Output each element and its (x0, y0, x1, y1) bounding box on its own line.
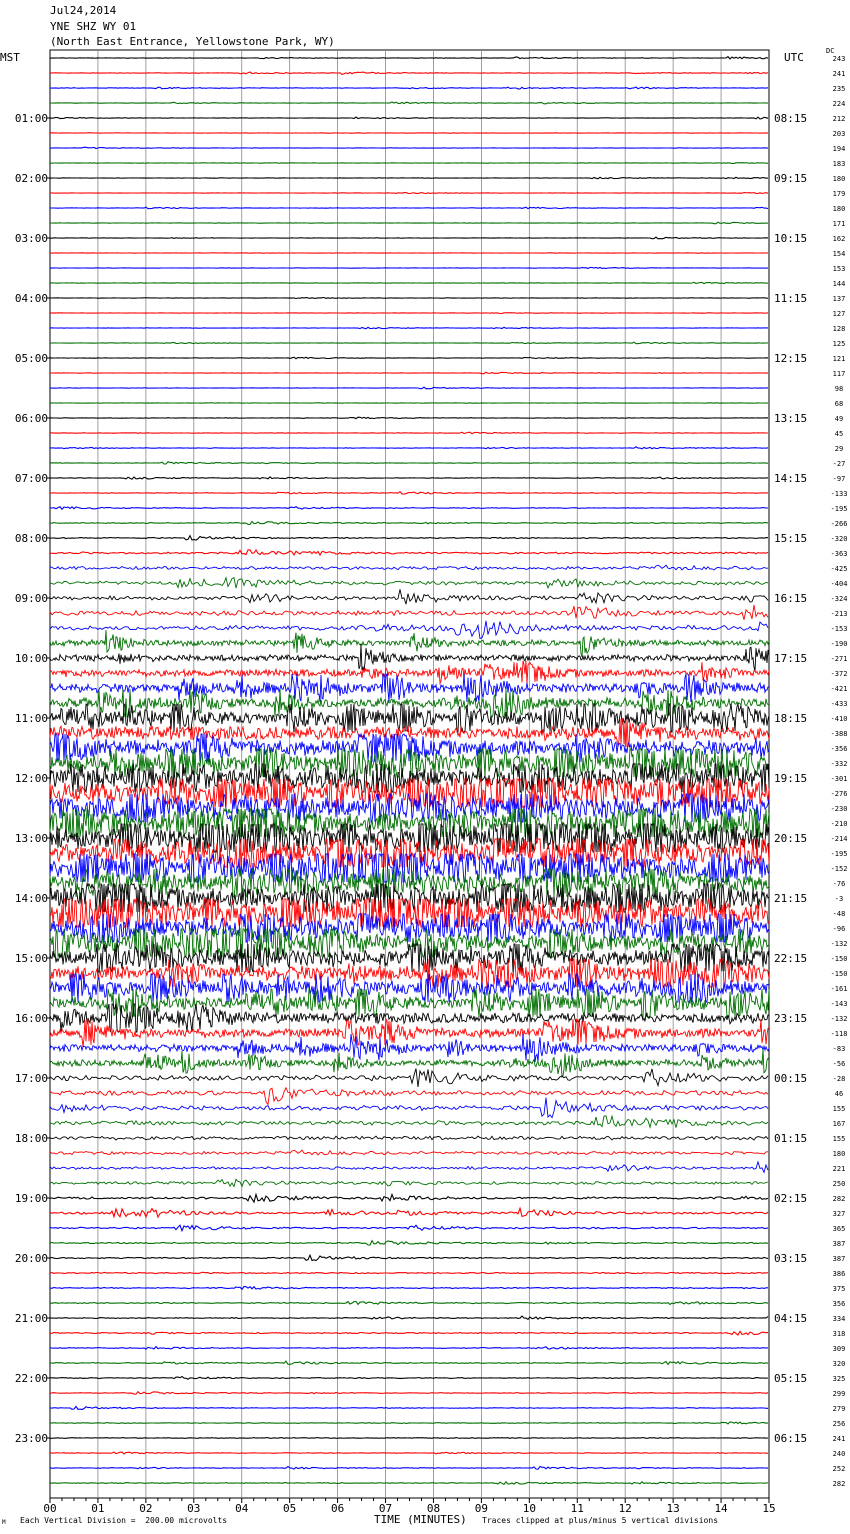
dc-offset-label: 144 (832, 280, 846, 288)
left-hour-label: 16:00 (14, 1012, 48, 1025)
seismic-trace (50, 522, 768, 525)
seismic-trace (50, 357, 768, 359)
seismic-trace (50, 102, 768, 104)
left-hour-label: 07:00 (14, 472, 48, 485)
dc-offset-label: 180 (832, 205, 846, 213)
dc-offset-label: -56 (832, 1060, 846, 1068)
dc-offset-label: 243 (832, 55, 846, 63)
seismic-trace (50, 72, 768, 74)
dc-offset-label: 49 (834, 415, 844, 423)
left-hour-label: 04:00 (14, 292, 48, 305)
x-tick-label: 12 (618, 1502, 632, 1515)
x-tick-label: 13 (666, 1502, 680, 1515)
seismic-trace (50, 147, 768, 148)
seismic-trace (50, 1377, 768, 1380)
dc-offset-label: -363 (830, 550, 848, 558)
seismic-trace (50, 621, 768, 639)
dc-offset-label: 356 (832, 1300, 846, 1308)
dc-offset-label: 212 (832, 115, 846, 123)
dc-offset-label: 98 (834, 385, 844, 393)
right-hour-label: 16:15 (774, 592, 808, 605)
seismic-trace (50, 417, 768, 419)
right-hour-label: 23:15 (774, 1012, 808, 1025)
dc-offset-label: 325 (832, 1375, 846, 1383)
right-timezone-label: UTC (784, 51, 804, 64)
seismic-trace (50, 372, 768, 374)
left-hour-label: 02:00 (14, 172, 48, 185)
seismic-trace (50, 578, 768, 588)
dc-offset-label: -76 (832, 880, 846, 888)
seismic-trace (50, 313, 768, 314)
dc-offset-label: 334 (832, 1315, 846, 1323)
dc-offset-label: 45 (834, 430, 844, 438)
seismic-trace (50, 492, 768, 494)
dc-offset-label: -230 (830, 805, 848, 813)
seismic-trace (50, 477, 768, 479)
seismic-trace (50, 1225, 768, 1231)
dc-offset-label: 167 (832, 1120, 846, 1128)
x-tick-label: 03 (187, 1502, 201, 1515)
seismic-trace (50, 222, 768, 224)
seismic-trace (50, 1019, 769, 1047)
seismic-trace (50, 1287, 768, 1290)
left-hour-label: 17:00 (14, 1072, 48, 1085)
dc-offset-label: 282 (832, 1480, 846, 1488)
seismic-trace (50, 959, 769, 987)
dc-offset-label: -133 (830, 490, 848, 498)
x-tick-label: 04 (235, 1502, 249, 1515)
dc-offset-label: 171 (832, 220, 846, 228)
dc-offset-label: 180 (832, 1150, 846, 1158)
dc-offset-label: -332 (830, 760, 848, 768)
left-hour-label: 14:00 (14, 892, 48, 905)
seismic-trace (50, 550, 768, 555)
dc-offset-label: -324 (830, 595, 848, 603)
dc-offset-label: 153 (832, 265, 846, 273)
dc-offset-label: 68 (834, 400, 844, 408)
dc-offset-label: 279 (832, 1405, 846, 1413)
dc-offset-label: 46 (834, 1090, 844, 1098)
dc-offset-label: 127 (832, 310, 846, 318)
dc-offset-label: -410 (830, 715, 848, 723)
seismic-trace (50, 1088, 768, 1105)
dc-offset-label: -150 (830, 955, 848, 963)
seismic-trace (50, 432, 768, 434)
dc-offset-label: 250 (832, 1180, 846, 1188)
left-hour-label: 13:00 (14, 832, 48, 845)
seismic-trace (50, 1406, 768, 1409)
dc-offset-label: -190 (830, 640, 848, 648)
right-hour-label: 06:15 (774, 1432, 808, 1445)
right-hour-label: 11:15 (774, 292, 808, 305)
dc-offset-label: -132 (830, 940, 848, 948)
x-tick-label: 00 (43, 1502, 57, 1515)
left-hour-label: 20:00 (14, 1252, 48, 1265)
dc-offset-label: -372 (830, 670, 848, 678)
dc-offset-label: -195 (830, 850, 848, 858)
seismic-trace (50, 565, 768, 570)
dc-offset-label: 180 (832, 175, 846, 183)
dc-offset-label: -320 (830, 535, 848, 543)
x-tick-label: 10 (522, 1502, 536, 1515)
seismic-trace (50, 1347, 768, 1350)
x-tick-label: 15 (762, 1502, 776, 1515)
x-tick-label: 05 (283, 1502, 297, 1515)
right-hour-label: 10:15 (774, 232, 808, 245)
dc-offset-label: 320 (832, 1360, 846, 1368)
right-hour-label: 04:15 (774, 1312, 808, 1325)
dc-offset-label: -404 (830, 580, 848, 588)
seismic-trace (50, 282, 768, 283)
seismic-trace (50, 1179, 768, 1186)
dc-offset-label: -27 (832, 460, 846, 468)
seismic-trace (50, 1331, 768, 1335)
dc-offset-label: -153 (830, 625, 848, 633)
left-hour-label: 18:00 (14, 1132, 48, 1145)
right-hour-label: 13:15 (774, 412, 808, 425)
right-hour-label: 14:15 (774, 472, 808, 485)
left-hour-label: 23:00 (14, 1432, 48, 1445)
dc-offset-label: -271 (830, 655, 848, 663)
seismic-trace (50, 1302, 768, 1305)
seismic-trace (50, 237, 768, 239)
left-hour-label: 21:00 (14, 1312, 48, 1325)
seismic-trace (50, 1361, 768, 1364)
seismic-trace (50, 674, 769, 702)
seismic-trace (50, 1150, 768, 1155)
seismic-trace (50, 387, 768, 389)
left-hour-label: 12:00 (14, 772, 48, 785)
seismic-trace (50, 1452, 768, 1454)
dc-offset-label: 137 (832, 295, 846, 303)
dc-label: DC (826, 47, 835, 55)
dc-offset-label: 309 (832, 1345, 846, 1353)
dc-offset-label: -161 (830, 985, 848, 993)
seismic-trace (50, 1482, 768, 1485)
seismic-trace (50, 342, 768, 344)
seismic-trace (50, 644, 769, 671)
seismic-trace (50, 177, 768, 179)
dc-offset-label: 241 (832, 70, 846, 78)
seismic-trace (50, 192, 768, 193)
seismic-trace (50, 1162, 768, 1173)
seismic-trace (50, 1422, 768, 1424)
right-hour-label: 21:15 (774, 892, 808, 905)
seismic-trace (50, 1316, 768, 1319)
dc-offset-label: 318 (832, 1330, 846, 1338)
x-tick-label: 07 (378, 1502, 393, 1515)
right-hour-label: 19:15 (774, 772, 808, 785)
right-hour-label: 08:15 (774, 112, 808, 125)
dc-offset-label: -195 (830, 505, 848, 513)
dc-offset-label: 235 (832, 85, 846, 93)
dc-offset-label: -433 (830, 700, 848, 708)
dc-offset-label: 224 (832, 100, 846, 108)
seismic-trace (50, 207, 768, 209)
x-axis-title: TIME (MINUTES) (374, 1513, 467, 1526)
seismic-trace (50, 1049, 769, 1077)
dc-offset-label: 240 (832, 1450, 846, 1458)
dc-offset-label: 203 (832, 130, 846, 138)
seismic-trace (50, 57, 768, 59)
dc-offset-label: -3 (834, 895, 844, 903)
right-hour-label: 02:15 (774, 1192, 808, 1205)
dc-offset-label: -152 (830, 865, 848, 873)
dc-offset-label: -83 (832, 1045, 846, 1053)
dc-offset-label: -143 (830, 1000, 848, 1008)
x-tick-label: 11 (570, 1502, 584, 1515)
dc-offset-label: 154 (832, 250, 846, 258)
left-hour-label: 15:00 (14, 952, 48, 965)
x-tick-label: 02 (139, 1502, 153, 1515)
right-hour-label: 00:15 (774, 1072, 808, 1085)
dc-offset-label: 256 (832, 1420, 846, 1428)
seismic-trace (50, 462, 768, 464)
x-tick-label: 08 (426, 1502, 441, 1515)
seismic-trace (50, 589, 768, 604)
dc-offset-label: 128 (832, 325, 846, 333)
dc-offset-label: -132 (830, 1015, 848, 1023)
left-hour-label: 08:00 (14, 532, 48, 545)
x-tick-label: 01 (91, 1502, 105, 1515)
right-hour-label: 05:15 (774, 1372, 808, 1385)
seismic-trace (50, 1255, 768, 1260)
left-timezone-label: MST (0, 51, 20, 64)
seismic-trace (50, 661, 769, 684)
seismic-trace (50, 1241, 768, 1245)
seismic-trace (50, 1208, 768, 1217)
right-hour-label: 20:15 (774, 832, 808, 845)
seismic-trace (50, 117, 768, 119)
seismic-trace (50, 1467, 768, 1470)
dc-offset-label: 386 (832, 1270, 846, 1278)
dc-offset-label: -28 (832, 1075, 846, 1083)
dc-offset-label: 387 (832, 1255, 846, 1263)
right-hour-label: 09:15 (774, 172, 808, 185)
left-hour-label: 19:00 (14, 1192, 48, 1205)
dc-offset-label: 121 (832, 355, 846, 363)
dc-offset-label: -118 (830, 1030, 848, 1038)
dc-offset-label: 375 (832, 1285, 846, 1293)
seismic-trace (50, 605, 768, 620)
seismic-trace (50, 87, 768, 89)
dc-offset-label: 183 (832, 160, 846, 168)
dc-offset-label: -210 (830, 820, 848, 828)
dc-offset-label: -425 (830, 565, 848, 573)
seismic-trace (50, 1392, 768, 1395)
left-hour-label: 11:00 (14, 712, 48, 725)
right-hour-label: 17:15 (774, 652, 808, 665)
right-hour-label: 01:15 (774, 1132, 808, 1145)
dc-offset-label: -213 (830, 610, 848, 618)
right-hour-label: 15:15 (774, 532, 808, 545)
location-label: (North East Entrance, Yellowstone Park, WY) (50, 35, 335, 48)
seismic-trace (50, 1098, 768, 1118)
seismic-trace (50, 536, 768, 540)
x-tick-label: 09 (474, 1502, 489, 1515)
seismic-trace (50, 298, 768, 299)
dc-offset-label: -150 (830, 970, 848, 978)
dc-offset-label: -48 (832, 910, 846, 918)
dc-offset-label: 117 (832, 370, 846, 378)
dc-offset-label: 125 (832, 340, 846, 348)
dc-offset-label: 194 (832, 145, 846, 153)
dc-offset-label: 282 (832, 1195, 846, 1203)
seismic-trace (50, 1116, 768, 1128)
clip-note: Traces clipped at plus/minus 5 vertical divisions (482, 1516, 719, 1525)
left-hour-label: 03:00 (14, 232, 48, 245)
dc-offset-label: -214 (830, 835, 848, 843)
right-hour-label: 18:15 (774, 712, 808, 725)
dc-offset-label: -266 (830, 520, 848, 528)
seismic-trace (50, 779, 769, 807)
right-hour-label: 03:15 (774, 1252, 808, 1265)
left-hour-label: 05:00 (14, 352, 48, 365)
dc-offset-label: 252 (832, 1465, 846, 1473)
seismic-trace (50, 630, 769, 657)
dc-offset-label: -97 (832, 475, 846, 483)
seismic-trace (50, 163, 768, 164)
dc-offset-label: -276 (830, 790, 848, 798)
date-label: Jul24,2014 (50, 4, 117, 17)
corner-mark: M (2, 1519, 6, 1526)
seismic-trace (50, 507, 768, 510)
scale-note: Each Vertical Division = 200.00 microvolts (20, 1516, 228, 1525)
right-hour-label: 22:15 (774, 952, 808, 965)
dc-offset-label: -388 (830, 730, 848, 738)
dc-offset-label: -301 (830, 775, 848, 783)
dc-offset-label: 241 (832, 1435, 846, 1443)
dc-offset-label: 221 (832, 1165, 846, 1173)
dc-offset-label: -421 (830, 685, 848, 693)
dc-offset-label: 155 (832, 1135, 846, 1143)
dc-offset-label: 162 (832, 235, 846, 243)
seismic-trace (50, 1195, 768, 1203)
x-tick-label: 06 (330, 1502, 345, 1515)
dc-offset-label: 327 (832, 1210, 846, 1218)
dc-offset-label: -96 (832, 925, 846, 933)
seismic-trace (50, 327, 768, 329)
left-hour-label: 06:00 (14, 412, 48, 425)
seismic-trace (50, 1272, 768, 1273)
dc-offset-label: 155 (832, 1105, 846, 1113)
right-hour-label: 12:15 (774, 352, 808, 365)
seismic-trace (50, 1438, 768, 1439)
dc-offset-label: 29 (834, 445, 844, 453)
dc-offset-label: 179 (832, 190, 846, 198)
seismic-trace (50, 1136, 768, 1140)
dc-offset-label: 365 (832, 1225, 846, 1233)
left-hour-label: 09:00 (14, 592, 48, 605)
dc-offset-label: -356 (830, 745, 848, 753)
seismic-trace (50, 447, 768, 449)
seismic-trace (50, 267, 768, 268)
x-tick-label: 14 (714, 1502, 728, 1515)
left-hour-label: 22:00 (14, 1372, 48, 1385)
left-hour-label: 10:00 (14, 652, 48, 665)
seismic-trace (50, 734, 769, 762)
left-hour-label: 01:00 (14, 112, 48, 125)
dc-offset-label: 387 (832, 1240, 846, 1248)
station-label: YNE SHZ WY 01 (50, 20, 137, 33)
seismic-trace (50, 1069, 768, 1088)
dc-offset-label: 299 (832, 1390, 846, 1398)
